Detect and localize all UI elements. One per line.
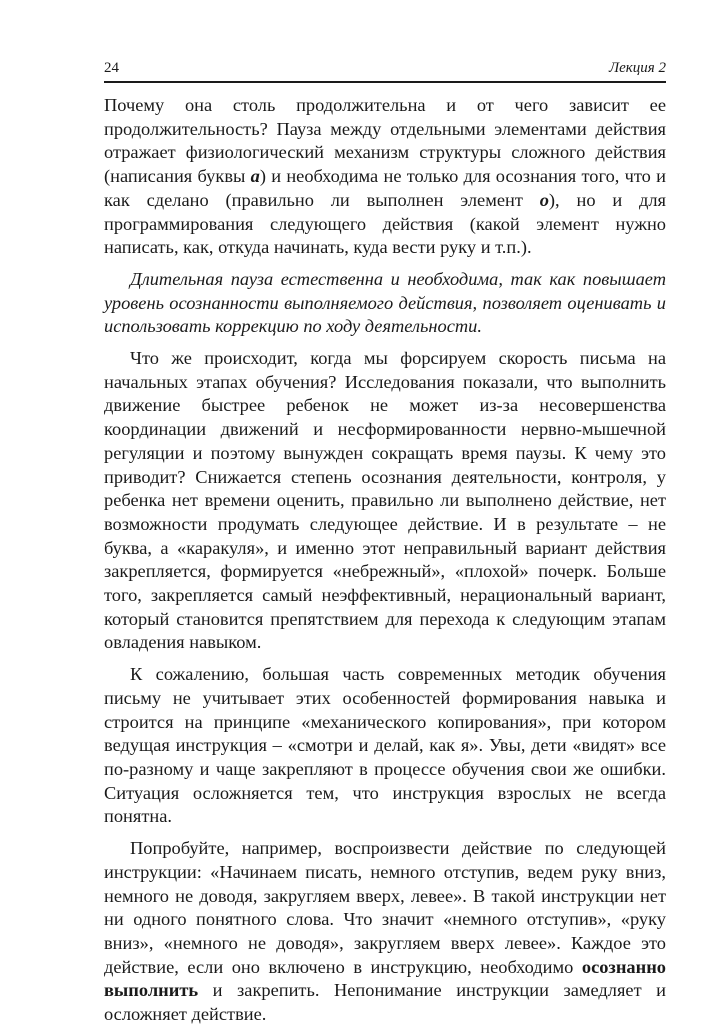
paragraph-1: Почему она столь продолжительна и от чего зависит ее продолжительность? Пауза между отдельными элементами действия отражает физиологический механизм структуры сложного действия (написания буквы а) и необходима не только для осознания того, что и как сделано (правильно ли выполнен элемент о), но и для программирования следующего действия (какой элемент нужно написать, как, откуда начинать, куда вести руку и т.п.). — [104, 95, 667, 258]
header-rule — [104, 81, 666, 83]
paragraph-5: Попробуйте, например, воспроизвести действие по следующей инструкции: «Начинаем писать, немного отступив, ведем руку вниз, немного не доводя, закругляем вверх, левее». В такой инструкции нет ни одного понятного слова. Что значит «немного отступив», «руку вниз», «немного не доводя», закругляем вверх левее». Каждое это действие, если оно включено в инструкцию, необходимо осознанно выполнить и закрепить. Непонимание инструкции замедляет и осложняет действие. — [104, 838, 666, 1025]
letter-o: о — [539, 189, 549, 210]
paragraph-2-emphasis: Длительная пауза естественна и необходима, так как повышает уровень осознанности выполняемого действия, позволяет оценивать и использовать коррекцию по ходу деятельности. — [104, 268, 666, 337]
paragraph-3: Что же происходит, когда мы форсируем скорость письма на начальных этапах обучения? Исследования показали, что выполнить движение быстрее ребенок не может из-за несовершенства координации движений и несформированности нервно-мышечной регуляции и поэтому вынужден сокращать время паузы. К чему это приводит? Снижается степень осознания деятельности, контроля, у ребенка нет времени оценить, правильно ли выполнено действие, нет возможности продумать следующее действие. И в результате – не буква, а «каракуля», и именно этот неправильный вариант действия закрепляется, формируется «небрежный», «плохой» почерк. Больше того, закрепляется самый неэффективный, нерациональный вариант, который становится препятствием для перехода к следующим этапам овладения навыком. — [104, 348, 666, 653]
page-number: 24 — [104, 60, 119, 76]
letter-a: а — [250, 166, 260, 187]
running-head — [104, 60, 666, 82]
paragraph-4: К сожалению, большая часть современных методик обучения письму не учитывает этих особенностей формирования навыка и строится на принципе «механического копирования», при котором ведущая инструкция – «смотри и делай, как я». Увы, дети «видят» все по-разному и чаще закрепляют в процессе обучения свои же ошибки. Ситуация осложняется тем, что инструкция взрослых не всегда понятна. — [104, 664, 666, 827]
body-text — [104, 94, 666, 1035]
bold-phrase: осознанно выполнить — [104, 956, 666, 1001]
running-head-title: Лекция 2 — [608, 60, 666, 76]
